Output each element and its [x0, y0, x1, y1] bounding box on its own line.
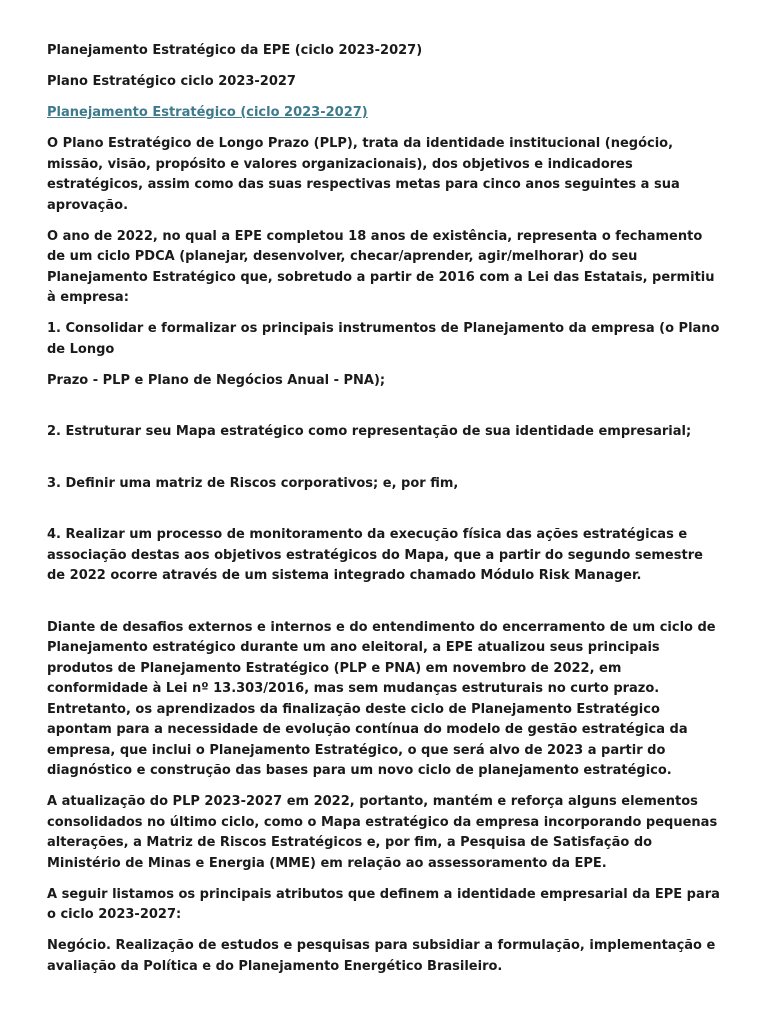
paragraph-challenges: Diante de desafios externos e internos e do entendimento do encerramento de um ciclo de Planejamento estratégico durante um ano eleitoral, a EPE atualizou seus principais produtos de Planejamento Estratégico (PLP e PNA) em novembro de 2022, em conformidade à Lei nº 13.303/2016, mas sem mudanças estruturais no curto prazo. Entretanto, os aprendizados da finalização deste ciclo de Planejamento Estratégico apontam para a necessidade de evolução contínua do modelo de gestão estratégica da empresa, que inclui o Planejamento Estratégico, o que será alvo de 2023 a partir do diagnóstico e construção das bases para um novo ciclo de planejamento estratégico.	[47, 619, 716, 778]
paragraph-pdca-cycle: O ano de 2022, no qual a EPE completou 18 anos de existência, representa o fechamento de um ciclo PDCA (planejar, desenvolver, checar/aprender, agir/melhorar) do seu Planejamento Estratégico que, sobretudo a partir de 2016 com a Lei das Estatais, permitiu à empresa:	[47, 228, 715, 305]
paragraph-plp-update: A atualização do PLP 2023-2027 em 2022, portanto, mantém e reforça alguns elementos consolidados no último ciclo, como o Mapa estratégico da empresa incorporando pequenas alterações, a Matriz de Riscos Estratégicos e, por fim, a Pesquisa de Satisfação do Ministério de Minas e Energia (MME) em relação ao assessoramento da EPE.	[47, 794, 718, 871]
list-item-1: 1. Consolidar e formalizar os principais instrumentos de Planejamento da empresa (o Plano de Longo	[47, 321, 720, 357]
document-body	[47, 41, 723, 988]
paragraph-business: Negócio. Realização de estudos e pesquisas para subsidiar a formulação, implementação e avaliação da Política e do Planejamento Energético Brasileiro.	[47, 938, 716, 974]
planning-link[interactable]: Planejamento Estratégico (ciclo 2023-2027)	[47, 105, 368, 120]
list-item-3: 3. Definir uma matriz de Riscos corporativos; e, por fim,	[47, 475, 459, 491]
list-item-1-continued: Prazo - PLP e Plano de Negócios Anual - PNA);	[47, 372, 386, 388]
spacer	[47, 453, 723, 474]
plan-subtitle: Plano Estratégico ciclo 2023-2027	[47, 74, 296, 89]
page-title: Planejamento Estratégico da EPE (ciclo 2023-2027)	[47, 43, 423, 58]
plan-link-paragraph	[47, 103, 723, 124]
spacer	[47, 402, 723, 423]
spacer	[47, 505, 723, 526]
list-item-4: 4. Realizar um processo de monitoramento da execução física das ações estratégicas e associação destas aos objetivos estratégicos do Mapa, que a partir do segundo semestre de 2022 ocorre através de um sistema integrado chamado Módulo Risk Manager.	[47, 527, 703, 583]
spacer	[47, 597, 723, 618]
list-item-2: 2. Estruturar seu Mapa estratégico como representação de sua identidade empresarial;	[47, 424, 692, 439]
paragraph-plp-intro: O Plano Estratégico de Longo Prazo (PLP), trata da identidade institucional (negócio, missão, visão, propósito e valores organizacionais), dos objetivos e indicadores estratégicos, assim como das suas respectivas metas para cinco anos seguintes a sua aprovação.	[47, 136, 680, 213]
paragraph-attributes-intro: A seguir listamos os principais atributos que definem a identidade empresarial da EPE para o ciclo 2023-2027:	[47, 886, 720, 922]
